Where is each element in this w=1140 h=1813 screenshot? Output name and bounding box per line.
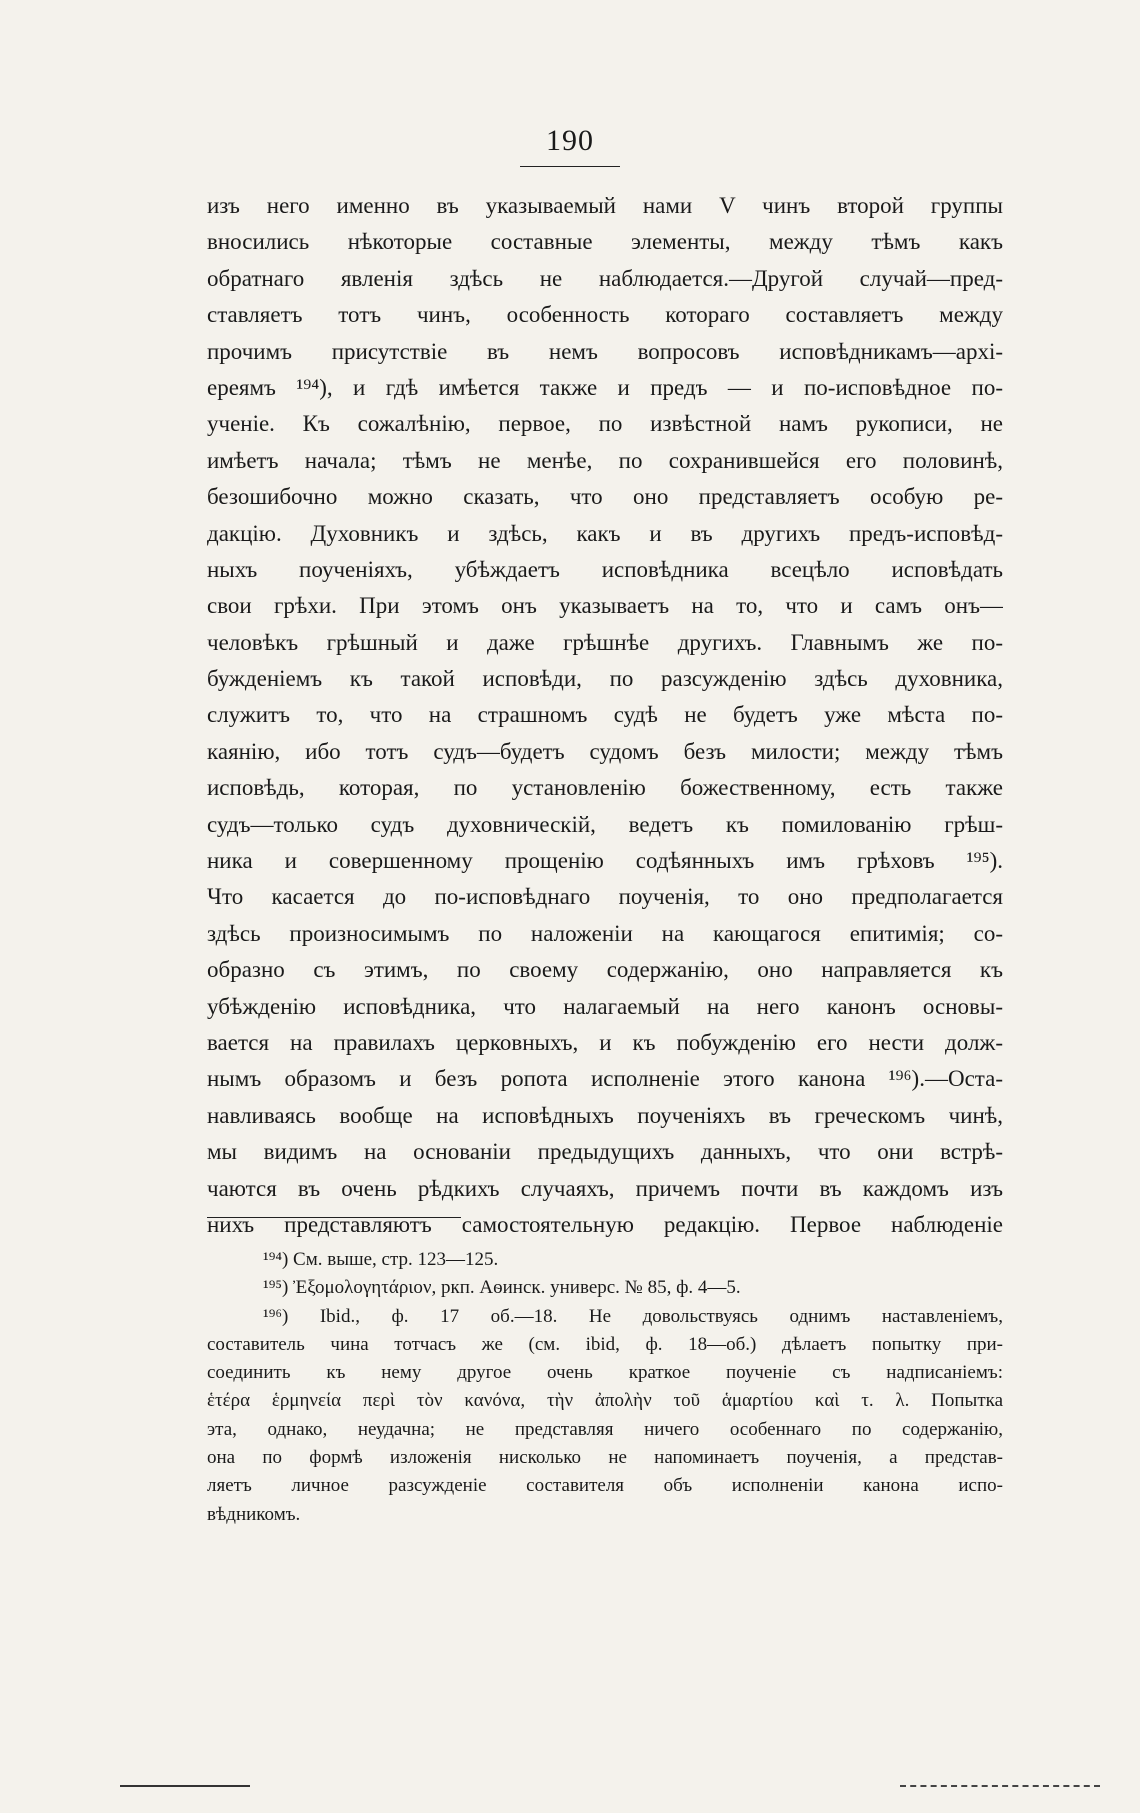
- body-line: человѣкъ грѣшный и даже грѣшнѣе другихъ. Главнымъ же по-: [207, 629, 1003, 655]
- body-line: чаются въ очень рѣдкихъ случаяхъ, причемъ почти въ каждомъ изъ: [207, 1175, 1003, 1201]
- body-text: [207, 188, 1003, 1243]
- footnote-line: эта, однако, неудачна; не представляя ничего особеннаго по содержанію,: [207, 1418, 1003, 1440]
- body-line: ставляетъ тотъ чинъ, особенность котораго составляетъ между: [207, 302, 1003, 328]
- footnote-line: она по формѣ изложенія нисколько не напоминаетъ поученія, а представ-: [207, 1447, 1003, 1469]
- body-line: Что касается до по-исповѣднаго поученія, то оно предполагается: [207, 884, 1003, 910]
- body-line: ереямъ ¹⁹⁴), и гдѣ имѣется также и предъ — и по-исповѣдное по-: [207, 374, 1003, 400]
- body-line: обратнаго явленія здѣсь не наблюдается.—Другой случай—пред-: [207, 265, 1003, 291]
- body-line: вается на правилахъ церковныхъ, и къ побужденію его нести долж-: [207, 1029, 1003, 1055]
- scan-edge-mark: [900, 1785, 1100, 1787]
- body-line: исповѣдь, которая, по установленію божественному, есть также: [207, 775, 1003, 801]
- body-line: прочимъ присутствіе въ немъ вопросовъ исповѣдникамъ—архі-: [207, 338, 1003, 364]
- body-line: имѣетъ начала; тѣмъ не менѣе, по сохранившейся его половинѣ,: [207, 447, 1003, 473]
- body-line: убѣжденію исповѣдника, что налагаемый на него канонъ основы-: [207, 993, 1003, 1019]
- footnote-line: соединить къ нему другое очень краткое поученіе съ надписаніемъ:: [207, 1362, 1003, 1384]
- body-line: навливаясь вообще на исповѣдныхъ поученіяхъ въ греческомъ чинѣ,: [207, 1102, 1003, 1128]
- body-line: вносились нѣкоторые составные элементы, между тѣмъ какъ: [207, 229, 1003, 255]
- body-line: образно съ этимъ, по своему содержанію, оно направляется къ: [207, 957, 1003, 983]
- footnote-196: ¹⁹⁶) Ibid., ф. 17 об.—18. Не довольствуясь однимъ наставленіемъ,: [263, 1305, 1003, 1327]
- body-line: здѣсь произносимымъ по наложеніи на кающагося епитимія; со-: [207, 920, 1003, 946]
- footnote-line: ляетъ личное разсужденіе составителя объ исполненіи канона испо-: [207, 1475, 1003, 1497]
- footnote-194: ¹⁹⁴) См. выше, стр. 123—125.: [263, 1249, 499, 1270]
- body-line: служитъ то, что на страшномъ судѣ не будетъ уже мѣста по-: [207, 702, 1003, 728]
- body-line: каянію, ибо тотъ судъ—будетъ судомъ безъ милости; между тѣмъ: [207, 738, 1003, 764]
- footnote-195: ¹⁹⁵) Ἐξομολογητάριον, ркп. Аѳинск. универс. № 85, ф. 4—5.: [263, 1277, 741, 1299]
- body-line: изъ него именно въ указываемый нами V чинъ второй группы: [207, 193, 1003, 218]
- page-number-rule: [520, 166, 620, 167]
- footnote-line: вѣдникомъ.: [207, 1503, 301, 1525]
- footnote-line: составитель чина тотчасъ же (см. ibid, ф. 18—об.) дѣлаетъ попытку при-: [207, 1333, 1003, 1355]
- body-line: нихъ представляютъ самостоятельную редакцію. Первое наблюденіе: [207, 1211, 1003, 1237]
- body-line: судъ—только судъ духовническій, ведетъ къ помилованію грѣш-: [207, 811, 1003, 837]
- body-line: ника и совершенному прощенію содѣянныхъ имъ грѣховъ ¹⁹⁵).: [207, 848, 1003, 874]
- body-line: нымъ образомъ и безъ ропота исполненіе этого канона ¹⁹⁶).—Оста-: [207, 1066, 1003, 1092]
- body-line: мы видимъ на основаніи предыдущихъ данныхъ, что они встрѣ-: [207, 1139, 1003, 1165]
- page-number: 190: [546, 124, 594, 157]
- scan-edge-mark: [120, 1785, 250, 1787]
- body-line: ученіе. Къ сожалѣнію, первое, по извѣстной намъ рукописи, не: [207, 411, 1003, 437]
- footnote-line: ἑτέρα ἑρμηνεία περὶ τὸν κανόνα, τὴν ἀπολὴν τοῦ ἁμαρτίου καὶ τ. λ. Попытка: [207, 1390, 1003, 1412]
- footnote-separator: [207, 1217, 461, 1218]
- footnotes: [207, 1246, 1003, 1529]
- body-line: ныхъ поученіяхъ, убѣждаетъ исповѣдника всецѣло исповѣдать: [207, 556, 1003, 582]
- body-line: безошибочно можно сказать, что оно представляетъ особую ре-: [207, 484, 1003, 510]
- body-line: дакцію. Духовникъ и здѣсь, какъ и въ другихъ предъ-исповѣд-: [207, 520, 1003, 546]
- body-line: свои грѣхи. При этомъ онъ указываетъ на то, что и самъ онъ—: [207, 593, 1003, 619]
- body-line: бужденіемъ къ такой исповѣди, по разсужденію здѣсь духовника,: [207, 666, 1003, 692]
